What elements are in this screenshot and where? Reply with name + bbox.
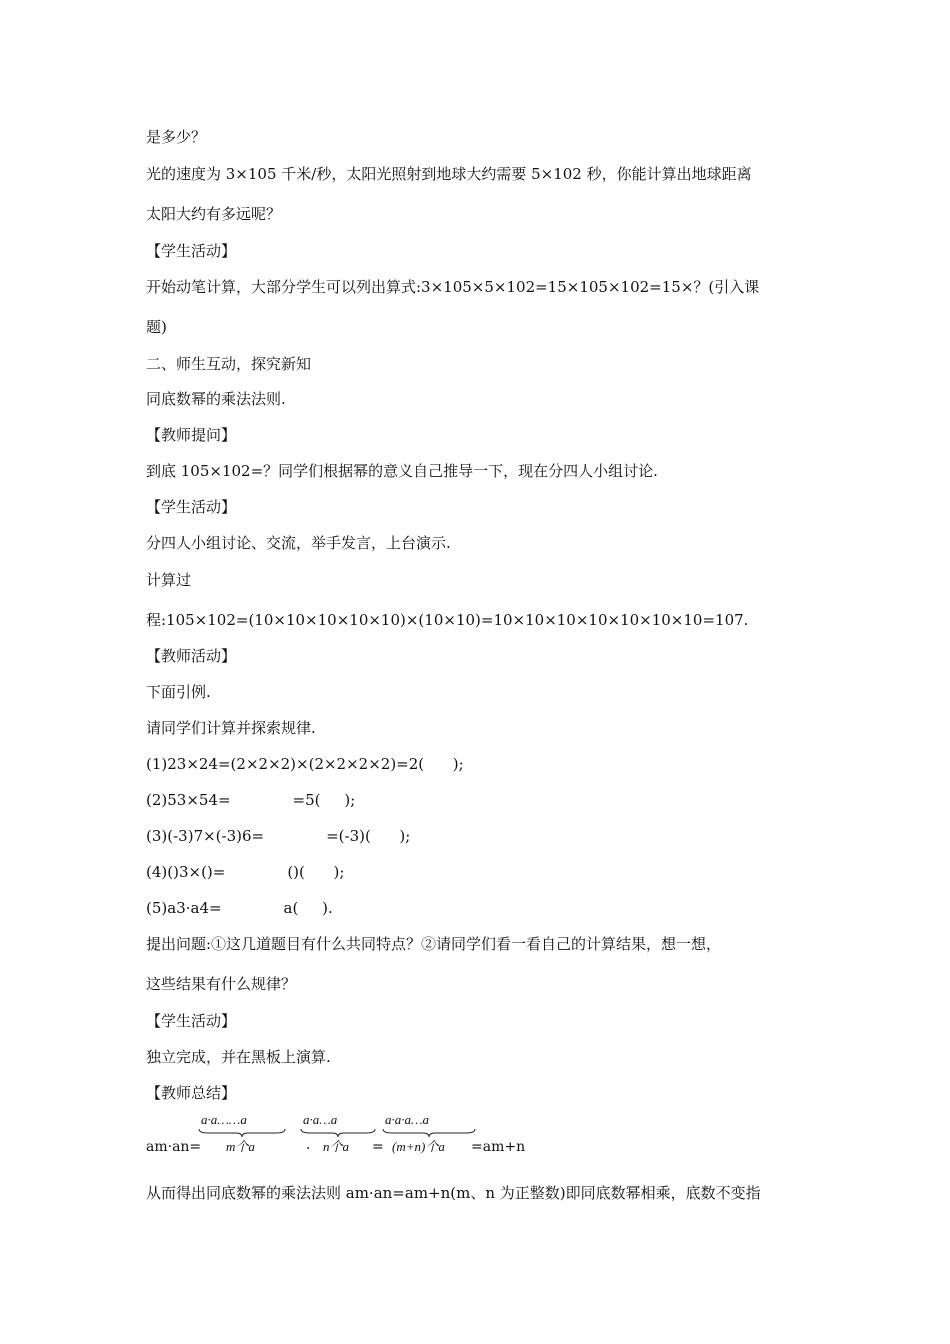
formula-group3-top: a·a·a…a (385, 1112, 430, 1127)
text-line: 同底数幂的乘法法则. (146, 390, 286, 408)
section-label: 【教师总结】 (146, 1084, 237, 1102)
section-label: 【学生活动】 (146, 1012, 237, 1030)
text-line: 分四人小组讨论、交流，举手发言，上台演示. (146, 534, 451, 552)
formula-equals: = (372, 1139, 384, 1155)
exercise-line: (1)23×24=(2×2×2)×(2×2×2×2)=2( ); (146, 755, 464, 773)
underbrace-icon (382, 1128, 476, 1138)
text-line: 是多少？ (146, 128, 207, 146)
formula-lhs: am·an= (146, 1139, 202, 1155)
formula-rhs: =am+n (471, 1139, 526, 1155)
section-label: 【教师提问】 (146, 426, 237, 444)
text-line: 请同学们计算并探索规律. (146, 719, 316, 737)
text-line: 程:105×102=(10×10×10×10×10)×(10×10)=10×10×10×10×10×10×10=107. (146, 611, 749, 629)
exercise-line: (5)a3·a4= a( ). (146, 899, 333, 917)
formula-group1-bottom: m个a (226, 1139, 255, 1154)
text-line: 下面引例. (146, 683, 211, 701)
text-line: 这些结果有什么规律？ (146, 975, 297, 993)
text-line: 题) (146, 318, 167, 336)
text-line: 到底 105×102=？同学们根据幂的意义自己推导一下，现在分四人小组讨论. (146, 462, 658, 480)
text-line: 开始动笔计算，大部分学生可以列出算式:3×105×5×102=15×105×102=15×？(引入课 (146, 278, 760, 296)
section-label: 【学生活动】 (146, 498, 237, 516)
formula-group2-bottom: n个a (323, 1139, 350, 1154)
section-heading: 二、师生互动，探究新知 (146, 355, 312, 373)
formula-group2-top: a·a…a (303, 1112, 338, 1127)
underbrace-icon (198, 1128, 286, 1138)
underbrace-icon (300, 1128, 376, 1138)
text-line: 独立完成，并在黑板上演算. (146, 1048, 331, 1066)
section-label: 【教师活动】 (146, 647, 237, 665)
formula-group3-bottom: (m+n)个a (392, 1139, 445, 1154)
formula-dot: · (306, 1141, 311, 1157)
exercise-line: (3)(-3)7×(-3)6= =(-3)( ); (146, 827, 411, 845)
text-line: 提出问题:①这几道题目有什么共同特点？②请同学们看一看自己的计算结果，想一想， (146, 935, 722, 953)
formula-group1-top: a·a……a (201, 1112, 247, 1127)
section-label: 【学生活动】 (146, 242, 237, 260)
text-line: 计算过 (146, 571, 192, 589)
text-line: 从而得出同底数幂的乘法法则 am·an=am+n(m、n 为正整数)即同底数幂相乘，底数不变指 (146, 1184, 761, 1202)
exercise-line: (2)53×54= =5( ); (146, 791, 356, 809)
exercise-line: (4)()3×()= ()( ); (146, 863, 345, 881)
text-line: 太阳大约有多远呢？ (146, 205, 282, 223)
formula-block (146, 1108, 846, 1168)
text-line: 光的速度为 3×105 千米/秒，太阳光照射到地球大约需要 5×102 秒，你能计算出地球距离 (146, 165, 752, 183)
